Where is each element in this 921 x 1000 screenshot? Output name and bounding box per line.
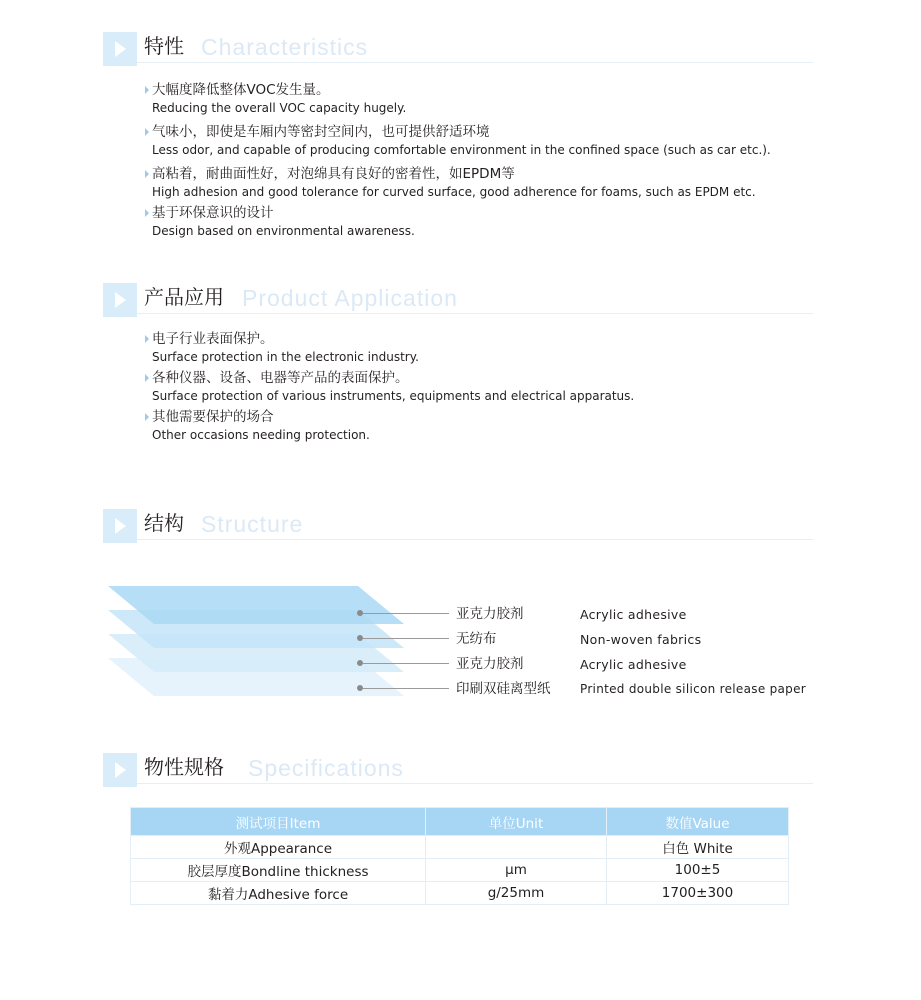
characteristics-list — [145, 81, 845, 243]
column-header: 单位Unit — [426, 808, 607, 836]
list-item — [145, 165, 845, 204]
applications-list — [145, 330, 845, 447]
section-title-en: Structure — [201, 511, 304, 537]
section-divider — [137, 539, 813, 540]
table-row — [131, 882, 789, 905]
section-title-cn: 产品应用 — [144, 285, 224, 309]
section-title-en: Product Application — [242, 285, 458, 311]
bullet-triangle-icon — [145, 335, 149, 343]
table-cell: 外观Appearance — [131, 836, 426, 859]
list-item — [145, 123, 845, 165]
item-cn: 高粘着，耐曲面性好，对泡绵具有良好的密着性，如EPDM等 — [152, 166, 515, 182]
item-cn: 气味小，即使是车厢内等密封空间内，也可提供舒适环境 — [152, 124, 490, 140]
leader-line — [363, 663, 449, 664]
layer-name-en: Non-woven fabrics — [580, 632, 702, 647]
column-header: 数值Value — [607, 808, 789, 836]
section-divider — [137, 783, 813, 784]
layer-name-cn: 亚克力胶剂 — [456, 656, 524, 672]
column-header: 测试项目Item — [131, 808, 426, 836]
section-title-cn: 物性规格 — [144, 755, 224, 779]
section-header-application — [103, 283, 813, 317]
table-cell: 100±5 — [607, 859, 789, 882]
section-header-characteristics — [103, 32, 813, 66]
list-item — [145, 204, 845, 243]
structure-label-row — [355, 629, 825, 649]
leader-line — [363, 638, 449, 639]
bullet-triangle-icon — [145, 86, 149, 94]
table-cell: g/25mm — [426, 882, 607, 905]
table-cell: 胶层厚度Bondline thickness — [131, 859, 426, 882]
section-title-en: Characteristics — [201, 34, 369, 60]
list-item — [145, 81, 845, 123]
table-cell — [426, 836, 607, 859]
layer-name-en: Acrylic adhesive — [580, 607, 687, 622]
item-en: Other occasions needing protection. — [152, 428, 370, 442]
structure-label-row — [355, 604, 825, 624]
list-item — [145, 408, 845, 447]
item-cn: 其他需要保护的场合 — [152, 409, 274, 425]
layer-name-en: Acrylic adhesive — [580, 657, 687, 672]
layer-name-en: Printed double silicon release paper — [580, 682, 807, 696]
play-triangle-icon — [103, 509, 137, 543]
leader-line — [363, 613, 449, 614]
item-en: Less odor, and capable of producing comfortable environment in the confined space (such as car etc.). — [152, 143, 771, 157]
item-en: Surface protection of various instruments, equipments and electrical apparatus. — [152, 389, 635, 403]
table-cell: 1700±300 — [607, 882, 789, 905]
section-divider — [137, 313, 813, 314]
layer-name-cn: 无纺布 — [456, 631, 497, 647]
leader-line — [363, 688, 449, 689]
table-cell: μm — [426, 859, 607, 882]
play-triangle-icon — [103, 283, 137, 317]
section-header-structure — [103, 509, 813, 543]
section-header-specifications — [103, 753, 813, 787]
table-row — [131, 859, 789, 882]
bullet-triangle-icon — [145, 413, 149, 421]
specifications-table — [130, 807, 789, 905]
item-en: Surface protection in the electronic industry. — [152, 350, 419, 364]
bullet-triangle-icon — [145, 209, 149, 217]
table-row — [131, 836, 789, 859]
item-en: Reducing the overall VOC capacity hugely. — [152, 101, 407, 115]
play-triangle-icon — [103, 32, 137, 66]
bullet-triangle-icon — [145, 374, 149, 382]
bullet-triangle-icon — [145, 128, 149, 136]
table-cell: 黏着力Adhesive force — [131, 882, 426, 905]
section-title-cn: 结构 — [144, 511, 184, 535]
table-header-row — [131, 808, 789, 836]
layer-name-cn: 印刷双硅离型纸 — [456, 681, 551, 697]
list-item — [145, 369, 845, 408]
layer-name-cn: 亚克力胶剂 — [456, 606, 524, 622]
item-cn: 基于环保意识的设计 — [152, 205, 274, 221]
play-triangle-icon — [103, 753, 137, 787]
table-cell: 白色 White — [607, 836, 789, 859]
structure-label-row — [355, 679, 825, 699]
section-divider — [137, 62, 813, 63]
structure-label-row — [355, 654, 825, 674]
section-title-en: Specifications — [248, 755, 404, 781]
item-cn: 各种仪器、设备、电器等产品的表面保护。 — [152, 370, 409, 386]
item-en: Design based on environmental awareness. — [152, 224, 415, 238]
item-cn: 大幅度降低整体VOC发生量。 — [152, 82, 330, 98]
list-item — [145, 330, 845, 369]
section-title-cn: 特性 — [144, 34, 184, 58]
bullet-triangle-icon — [145, 170, 149, 178]
item-cn: 电子行业表面保护。 — [152, 331, 274, 347]
item-en: High adhesion and good tolerance for curved surface, good adherence for foams, such as EPDM etc. — [152, 185, 756, 199]
